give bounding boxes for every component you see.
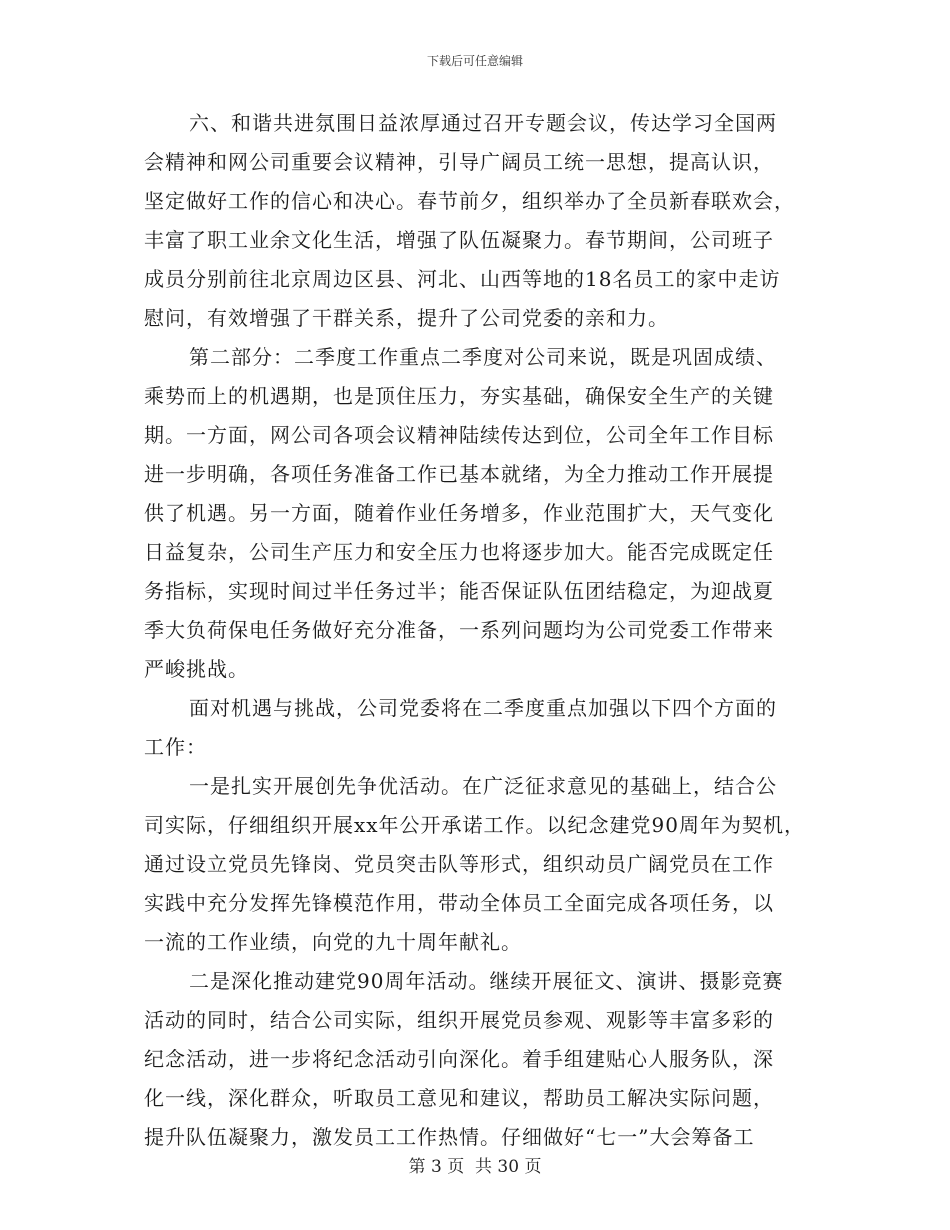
page-footer <box>0 1156 950 1178</box>
text-line: 日益复杂，公司生产压力和安全压力也将逐步加大。能否完成既定任 <box>144 540 774 564</box>
text-line: 六、和谐共进氛围日益浓厚通过召开专题会议，传达学习全国两 <box>189 111 777 135</box>
text-line: 乘势而上的机遇期，也是顶住压力，夯实基础，确保安全生产的关键 <box>144 384 774 408</box>
text-line: 严峻挑战。 <box>144 657 249 681</box>
text-line: 一是扎实开展创先争优活动。在广泛征求意见的基础上，结合公 <box>189 774 777 798</box>
text-line: 会精神和网公司重要会议精神，引导广阔员工统一思想，提高认识， <box>144 150 774 174</box>
text-line: 二是深化推动建党90周年活动。继续开展征文、演讲、摄影竞赛 <box>189 969 784 993</box>
text-line: 纪念活动，进一步将纪念活动引向深化。着手组建贴心人服务队，深 <box>144 1047 774 1071</box>
text-line: 季大负荷保电任务做好充分准备，一系列问题均为公司党委工作带来 <box>144 618 774 642</box>
text-line: 供了机遇。另一方面，随着作业任务增多，作业范围扩大，天气变化 <box>144 501 774 525</box>
text-line: 司实际，仔细组织开展xx年公开承诺工作。以纪念建党90周年为契机， <box>144 813 806 837</box>
text-line: 第二部分：二季度工作重点二季度对公司来说，既是巩固成绩、 <box>189 345 777 369</box>
footer-total-pages: 30 <box>497 1157 520 1177</box>
text-line: 化一线，深化群众，听取员工意见和建议，帮助员工解决实际问题， <box>144 1086 774 1110</box>
text-line: 慰问，有效增强了干群关系，提升了公司党委的亲和力。 <box>144 306 669 330</box>
document-body <box>144 104 824 1157</box>
text-line: 务指标，实现时间过半任务过半；能否保证队伍团结稳定，为迎战夏 <box>144 579 774 603</box>
text-line: 进一步明确，各项任务准备工作已基本就绪，为全力推动工作开展提 <box>144 462 774 486</box>
text-line: 活动的同时，结合公司实际，组织开展党员参观、观影等丰富多彩的 <box>144 1008 774 1032</box>
footer-prefix: 第 <box>408 1157 426 1177</box>
text-line: 成员分别前往北京周边区县、河北、山西等地的18名员工的家中走访 <box>144 267 781 291</box>
text-line: 一流的工作业绩，向党的九十周年献礼。 <box>144 930 522 954</box>
text-line: 面对机遇与挑战，公司党委将在二季度重点加强以下四个方面的 <box>189 696 777 720</box>
text-line: 通过设立党员先锋岗、党员突击队等形式，组织动员广阔党员在工作 <box>144 852 774 876</box>
footer-suffix: 页 <box>524 1157 542 1177</box>
text-line: 工作： <box>144 735 207 759</box>
text-line: 实践中充分发挥先锋模范作用，带动全体员工全面完成各项任务，以 <box>144 891 774 915</box>
footer-page-number: 3 <box>430 1157 442 1177</box>
page-header: 下载后可任意编辑 <box>426 54 523 68</box>
text-line: 坚定做好工作的信心和决心。春节前夕，组织举办了全员新春联欢会， <box>144 189 795 213</box>
text-line: 期。一方面，网公司各项会议精神陆续传达到位，公司全年工作目标 <box>144 423 774 447</box>
text-line: 丰富了职工业余文化生活，增强了队伍凝聚力。春节期间，公司班子 <box>144 228 774 252</box>
footer-middle: 页 共 <box>447 1157 492 1177</box>
text-line: 提升队伍凝聚力，激发员工工作热情。仔细做好“七一”大会筹备工 <box>144 1125 755 1149</box>
